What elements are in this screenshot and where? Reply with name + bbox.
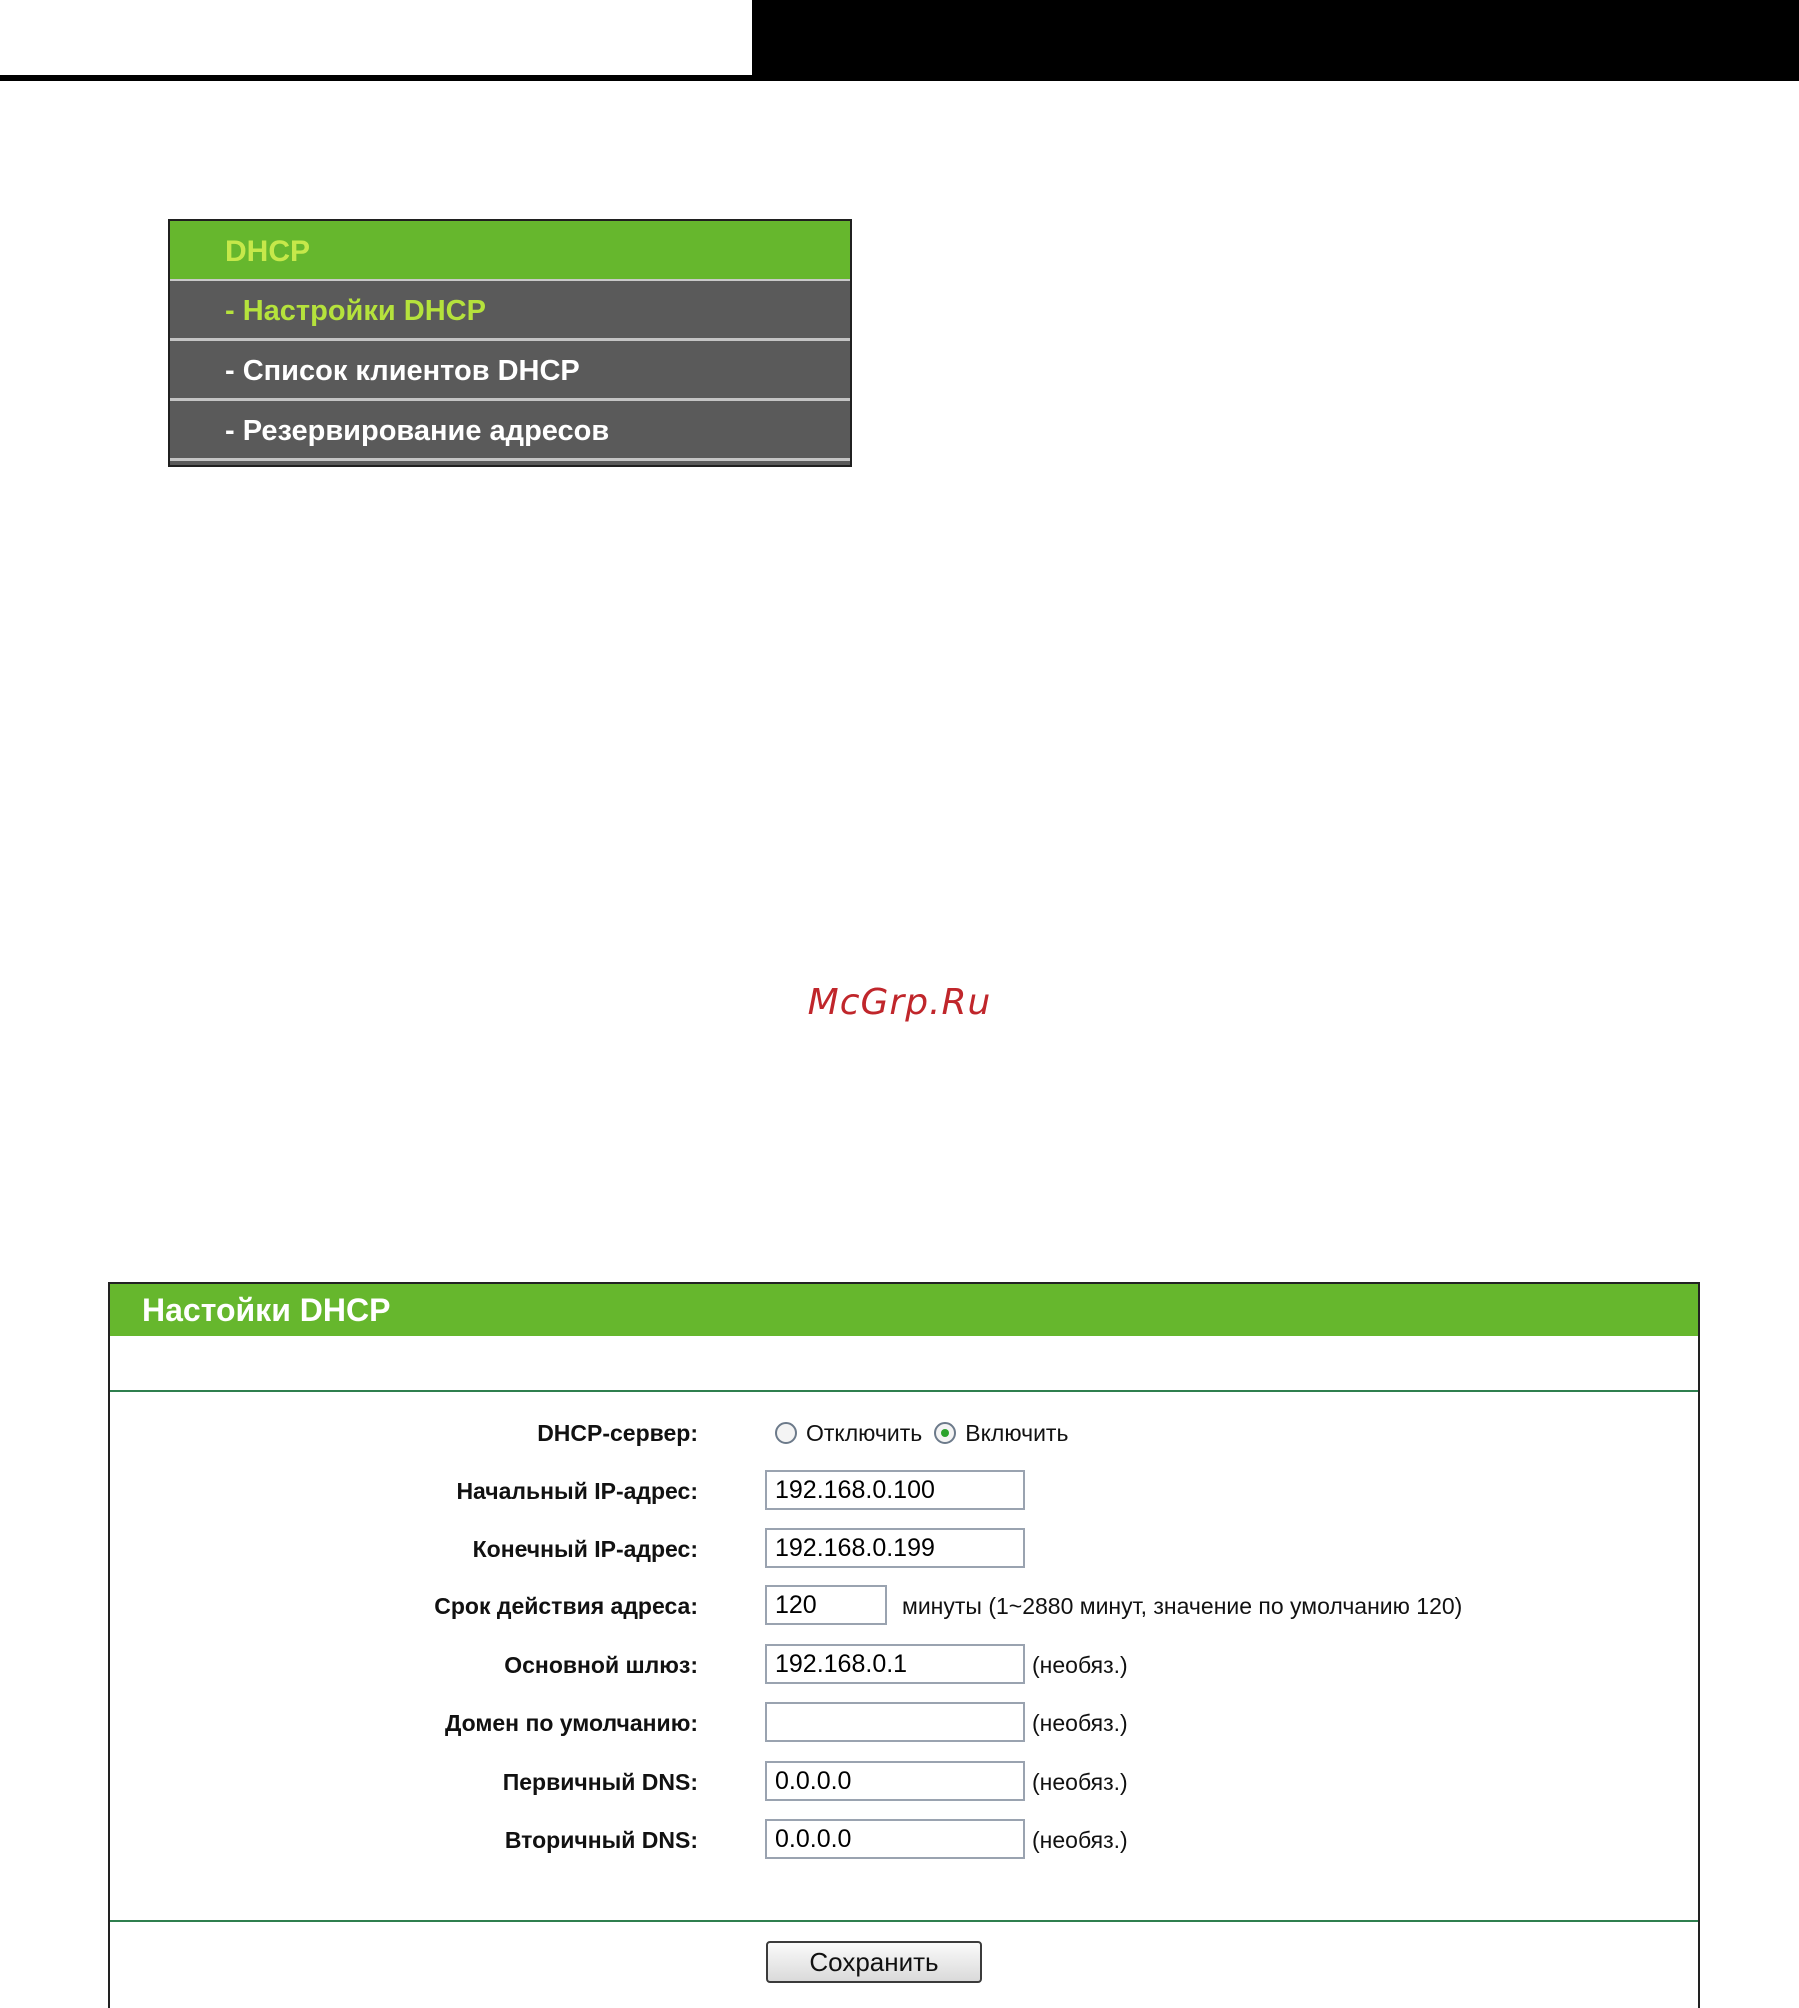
- end-ip-input[interactable]: [765, 1528, 1025, 1568]
- secondary-dns-optional-hint: (необяз.): [1032, 1827, 1128, 1853]
- dhcp-server-radio-group: [775, 1409, 1080, 1457]
- start-ip-input[interactable]: [765, 1470, 1025, 1510]
- gateway-optional-hint: (необяз.): [1032, 1652, 1128, 1678]
- primary-dns-label: Первичный DNS:: [502, 1769, 698, 1795]
- dhcp-menu: [168, 219, 852, 467]
- row-start-ip: [110, 1467, 1698, 1515]
- row-end-ip: [110, 1525, 1698, 1573]
- default-domain-label: Домен по умолчанию:: [444, 1710, 698, 1736]
- menu-item-dhcp-settings[interactable]: - Настройки DHCP: [170, 281, 850, 341]
- panel-title: Настойки DHCP: [110, 1284, 1698, 1336]
- start-ip-label: Начальный IP-адрес:: [456, 1478, 698, 1504]
- dhcp-server-label: DHCP-сервер:: [537, 1420, 698, 1446]
- menu-item-address-reservation[interactable]: - Резервирование адресов: [170, 401, 850, 461]
- gateway-input[interactable]: [765, 1644, 1025, 1684]
- dhcp-settings-panel: [108, 1282, 1700, 2008]
- row-secondary-dns: [110, 1816, 1698, 1864]
- end-ip-label: Конечный IP-адрес:: [472, 1536, 698, 1562]
- watermark: McGrp.Ru: [807, 982, 992, 1023]
- row-dhcp-server: [110, 1409, 1698, 1457]
- row-lease-time: [110, 1582, 1698, 1630]
- primary-dns-input[interactable]: [765, 1761, 1025, 1801]
- lease-time-label: Срок действия адреса:: [434, 1593, 698, 1619]
- primary-dns-optional-hint: (необяз.): [1032, 1769, 1128, 1795]
- row-default-domain: [110, 1699, 1698, 1747]
- divider-bottom: [110, 1920, 1698, 1922]
- lease-time-input[interactable]: [765, 1585, 887, 1625]
- header-rule: [0, 75, 1799, 81]
- secondary-dns-input[interactable]: [765, 1819, 1025, 1859]
- row-gateway: [110, 1641, 1698, 1689]
- save-button[interactable]: Сохранить: [766, 1941, 982, 1983]
- divider-top: [110, 1390, 1698, 1392]
- menu-title[interactable]: DHCP: [170, 221, 850, 281]
- domain-optional-hint: (необяз.): [1032, 1710, 1128, 1736]
- header-black-bar: [752, 0, 1799, 75]
- radio-enable-label[interactable]: Включить: [965, 1419, 1069, 1446]
- menu-item-dhcp-clients[interactable]: - Список клиентов DHCP: [170, 341, 850, 401]
- gateway-label: Основной шлюз:: [504, 1652, 698, 1678]
- default-domain-input[interactable]: [765, 1702, 1025, 1742]
- radio-disable[interactable]: [775, 1422, 797, 1444]
- radio-enable[interactable]: [934, 1422, 956, 1444]
- radio-disable-label[interactable]: Отключить: [806, 1419, 923, 1446]
- row-primary-dns: [110, 1758, 1698, 1806]
- lease-time-hint: минуты (1~2880 минут, значение по умолчанию 120): [902, 1593, 1463, 1619]
- secondary-dns-label: Вторичный DNS:: [504, 1827, 698, 1853]
